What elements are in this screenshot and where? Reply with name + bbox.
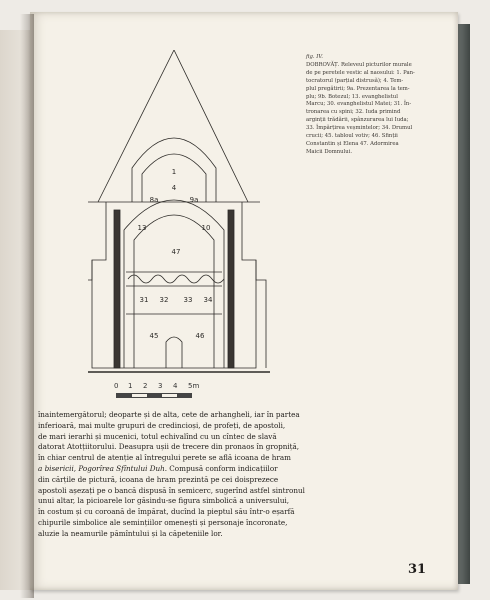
inner-arch xyxy=(134,215,214,368)
caption-line: Maicii Domnului. xyxy=(306,148,353,155)
label-32: 32 xyxy=(159,296,169,304)
scale-tick: 3 xyxy=(158,382,163,390)
church-section-drawing xyxy=(88,50,288,390)
label-10: 10 xyxy=(201,224,211,232)
caption-line: fig. IV. xyxy=(306,54,323,60)
label-33: 33 xyxy=(183,296,193,304)
spine-shadow xyxy=(20,14,34,598)
body-line-end: Compusă conform indicațiilor xyxy=(169,463,278,473)
caption-line: DOBROVĂȚ. Releveul picturilor murale xyxy=(306,61,412,68)
label-45: 45 xyxy=(149,332,159,340)
label-46: 46 xyxy=(195,332,205,340)
body-line: inferioară, mai multe grupuri de credincioși, de profeți, de apostoli, xyxy=(38,420,286,430)
right-buttress xyxy=(256,260,266,368)
scale-tick: 4 xyxy=(173,382,178,390)
body-line-start: a bisericii, xyxy=(38,463,77,473)
scale-tick-labels xyxy=(110,382,220,402)
body-line: apostoli așezați pe o bancă dispusă în semicerc, sugerînd astfel sintronul xyxy=(38,485,305,495)
caption-line: 33. Împărțirea veșmintelor; 34. Drumul xyxy=(306,125,413,132)
doorway xyxy=(166,337,182,368)
caption-line: plul pregătirii; 9a. Prezentarea la tem- xyxy=(306,85,410,92)
icon-title: Pogorîrea Sfîntului Duh. xyxy=(78,463,167,473)
roof-outline xyxy=(98,50,248,202)
figure-caption xyxy=(306,54,438,157)
wall-left xyxy=(114,210,120,368)
body-line: înaintemergătorul; deoparte și de alta, cete de arhangheli, iar în partea xyxy=(38,410,300,419)
caption-line: tocratorul (parțial distrusă); 4. Tem- xyxy=(306,77,404,84)
label-9a: 9a xyxy=(189,196,199,204)
body-line-with-title xyxy=(38,464,338,475)
caption-line: tronarea cu spini; 32. Iuda primind xyxy=(306,109,401,116)
body-line: chipurile simbolice ale semințiilor omenești și personaje încoronate, xyxy=(38,517,288,527)
caption-line: crucii; 45. tabloul votiv; 46. Sfinții xyxy=(306,133,398,140)
label-34: 34 xyxy=(203,296,213,304)
body-line: unui altar, la picioarele lor găsindu-se figura simbolică a universului, xyxy=(38,496,290,506)
body-line: aluzie la neamurile pămîntului și la căpeteniile lor. xyxy=(38,528,223,538)
body-line: în chiar centrul de atenție al întregului perete se află icoana de hram xyxy=(38,453,291,463)
label-31: 31 xyxy=(139,296,149,304)
caption-line: Constantin și Elena 47. Adormirea xyxy=(306,140,399,147)
label-47: 47 xyxy=(171,248,181,256)
scale-tick: 1 xyxy=(128,382,133,390)
page-number: 31 xyxy=(408,562,427,577)
scale-bar xyxy=(116,393,192,398)
caption-line: plu; 9b. Botezul; 13. evanghelistul xyxy=(306,93,398,100)
body-line: în costum și cu coroană de împărat, ducînd la pieptul său într-o eșarfă xyxy=(38,507,295,517)
caption-line: de pe peretele vestic al naosului: 1. Pan- xyxy=(306,69,415,76)
label-13: 13 xyxy=(137,224,147,232)
caption-line: Marcu; 30. evanghelistul Matei; 31. În- xyxy=(306,101,412,108)
caption-line: arginții trădării, spânzurarea lui Iuda; xyxy=(306,117,409,124)
scale-tick: 0 xyxy=(114,382,119,390)
frieze-loops xyxy=(128,275,224,283)
body-line: de mari ierarhi și mucenici, totul echivalînd cu un cîntec de slavă xyxy=(38,431,277,441)
left-buttress xyxy=(88,260,92,368)
body-paragraph xyxy=(38,410,338,540)
body-line: din cărțile de pictură, icoana de hram prezintă pe cei doisprezece xyxy=(38,474,279,484)
body-line: datorat Atotțiitorului. Deasupra ușii de trecere din pronaos în gropniță, xyxy=(38,442,300,452)
scale-tick: 5m xyxy=(188,382,200,390)
label-1: 1 xyxy=(171,168,177,176)
dome-arc xyxy=(142,154,206,202)
label-4: 4 xyxy=(171,184,177,192)
scale-tick: 2 xyxy=(143,382,148,390)
wall-right xyxy=(228,210,234,368)
label-8a: 8a xyxy=(149,196,159,204)
